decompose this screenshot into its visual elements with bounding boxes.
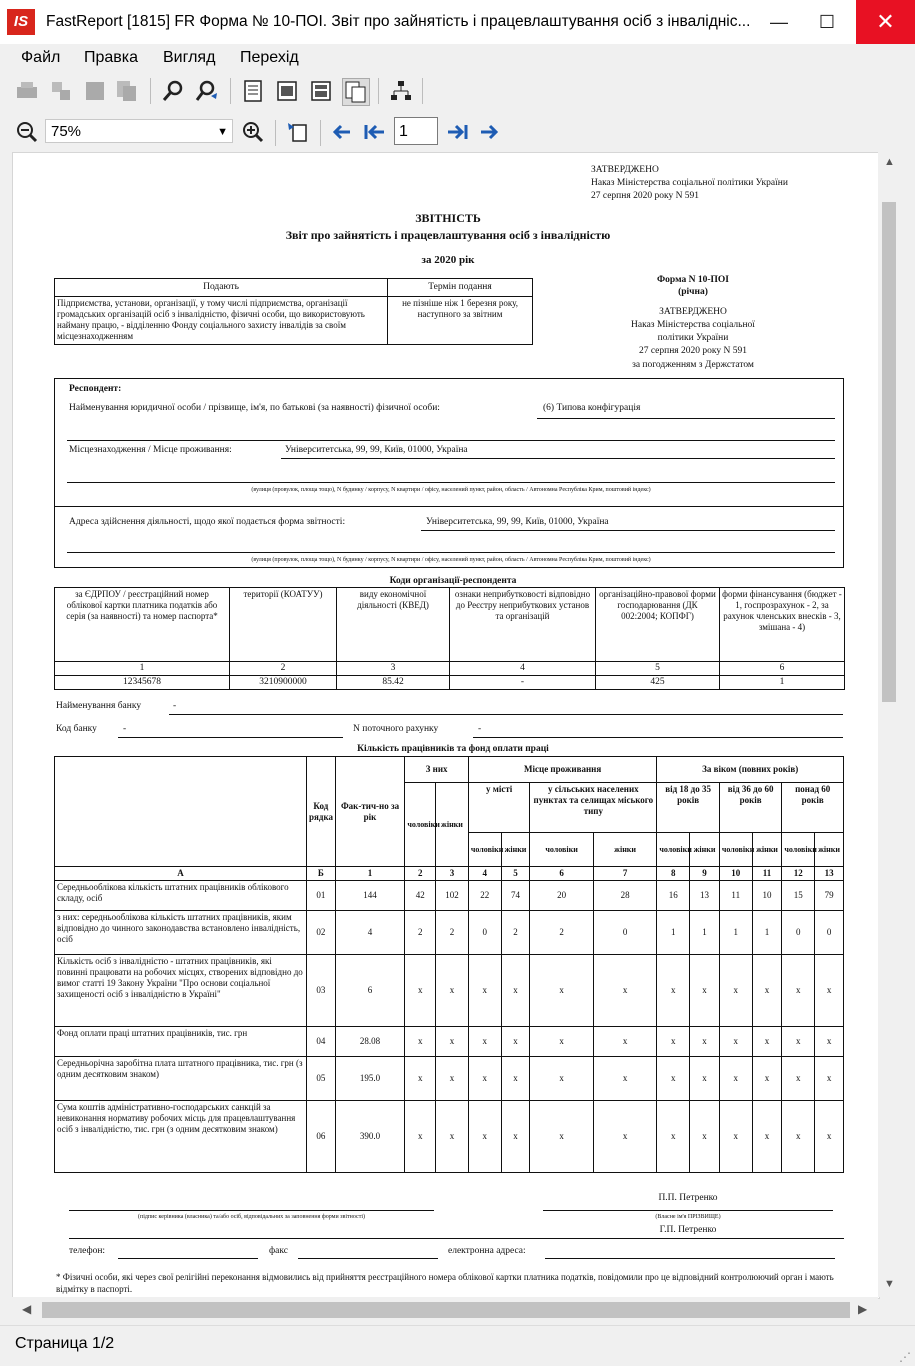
row-value: x	[752, 1101, 782, 1173]
age1-men-head: чоловіки	[657, 833, 690, 867]
name-label: Найменування юридичної особи / прізвище, ім'я, по батькові (за наявності) фізичної особи:	[69, 403, 440, 413]
approved2-line-3: політики України	[657, 333, 729, 343]
name-hint: (Власне ім'я ПРІЗВИЩЕ)	[655, 1214, 721, 1220]
approved2-line-2: Наказ Міністерства соціальної	[631, 320, 755, 330]
city-head: у місті	[468, 783, 529, 833]
bank-label: Найменування банку	[56, 701, 142, 711]
col-letter: 10	[719, 867, 752, 881]
column-letters-row	[55, 867, 844, 881]
signer-2: Г.П. Петренко	[659, 1225, 717, 1235]
codes-head-1: за ЄДРПОУ / реєстраційний номер облікової картки платника податків або серія (за наявності) та номер паспорта*	[55, 588, 230, 662]
vertical-scrollbar[interactable]	[878, 152, 900, 1297]
row-value: 6	[335, 955, 405, 1027]
row-value: x	[405, 1101, 436, 1173]
approved2-line-5: за погодженням з Держстатом	[632, 360, 754, 370]
last-page-icon[interactable]	[444, 119, 470, 145]
col-letter: Б	[307, 867, 336, 881]
report-title-2: Звіт про зайнятість і працевлаштування осіб з інвалідністю	[285, 228, 611, 242]
row-label: Сума коштів адміністративно-господарських санкцій за невиконання нормативу робочих місць для працевлаштування осіб з інвалідністю, тис. грн (з одним десятковим знаком)	[55, 1101, 307, 1173]
row-value: 28	[593, 881, 657, 911]
scroll-right-icon[interactable]: ▶	[858, 1302, 868, 1316]
page-width-icon[interactable]	[274, 78, 300, 104]
row-value: x	[468, 1027, 501, 1057]
approved2-line-1: ЗАТВЕРДЖЕНО	[659, 307, 727, 317]
page-status: Страница 1/2	[15, 1335, 115, 1352]
row-value: x	[782, 955, 815, 1027]
menu-view[interactable]: Вигляд	[163, 49, 216, 66]
activity-label: Адреса здійснення діяльності, щодо якої подається форма звітності:	[69, 517, 346, 527]
age3-head: понад 60 років	[782, 783, 844, 833]
residence-head: Місце проживання	[468, 757, 657, 783]
row-value: x	[719, 1101, 752, 1173]
codes-num-5: 5	[596, 662, 720, 676]
bank-value: -	[173, 701, 177, 711]
row-value: x	[657, 1057, 690, 1101]
row-value: x	[501, 955, 530, 1027]
codes-head-6: форми фінансування (бюджет - 1, госпрозрахунок - 2, за рахунок членських внесків - 3, змішана - 4)	[720, 588, 845, 662]
page-number-input[interactable]: 1	[394, 117, 438, 145]
next-page-icon[interactable]	[476, 119, 502, 145]
col-letter: 5	[501, 867, 530, 881]
row-value: x	[719, 955, 752, 1027]
codes-val-3: 85.42	[337, 676, 450, 690]
approved-line-2: Наказ Міністерства соціальної політики України	[591, 178, 788, 188]
row-value: x	[405, 955, 436, 1027]
phone-label: телефон:	[69, 1246, 106, 1256]
title-bar	[0, 0, 915, 45]
col-letter: 6	[530, 867, 594, 881]
row-value: 2	[405, 911, 436, 955]
menu-bar	[0, 44, 915, 72]
submitters-head: Подають	[55, 279, 388, 297]
row-value: x	[815, 1057, 844, 1101]
two-pages-icon[interactable]	[342, 78, 370, 106]
find-icon[interactable]	[160, 78, 186, 104]
deadline-text: не пізніше ніж 1 березня року, наступного за звітним	[388, 297, 533, 345]
row-code: 03	[307, 955, 336, 1027]
row-value: 4	[335, 911, 405, 955]
row-value: 1	[752, 911, 782, 955]
row-value: 11	[719, 881, 752, 911]
row-value: 13	[690, 881, 720, 911]
zoom-out-icon[interactable]	[14, 119, 40, 145]
row-value: x	[690, 1027, 720, 1057]
codes-val-6: 1	[720, 676, 845, 690]
row-value: 1	[719, 911, 752, 955]
form-period: (річна)	[678, 287, 708, 297]
row-value: x	[530, 1101, 594, 1173]
signature-hint: (підпис керівника (власника) та/або осіб, відповідальних за заповнення форми звітності)	[138, 1214, 365, 1220]
row-value: x	[752, 1057, 782, 1101]
row-value: x	[657, 955, 690, 1027]
codes-num-6: 6	[720, 662, 845, 676]
row-value: 102	[436, 881, 469, 911]
col-letter: 12	[782, 867, 815, 881]
row-code: 01	[307, 881, 336, 911]
row-label: Середньооблікова кількість штатних працівників облікового складу, осіб	[55, 881, 307, 911]
col-letter: 2	[405, 867, 436, 881]
deadline-head: Термін подання	[388, 279, 533, 297]
row-code: 05	[307, 1057, 336, 1101]
col-letter: 8	[657, 867, 690, 881]
codes-head-4: ознаки неприбутковості відповідно до Реєстру неприбуткових установ та організацій	[450, 588, 596, 662]
save-icon[interactable]	[82, 78, 108, 104]
row-value: x	[468, 955, 501, 1027]
form-name: Форма N 10-ПОІ	[657, 275, 729, 285]
status-bar	[0, 1325, 915, 1366]
label-head	[55, 757, 307, 867]
menu-edit[interactable]: Правка	[84, 49, 139, 66]
row-value: x	[405, 1057, 436, 1101]
row-value: x	[782, 1101, 815, 1173]
row-value: 2	[501, 911, 530, 955]
codes-val-4: -	[450, 676, 596, 690]
row-label: з них: середньооблікова кількість штатних працівників, яким відповідно до чинного законодавства встановлено інвалідність, осіб	[55, 911, 307, 955]
row-value: x	[690, 1101, 720, 1173]
age2-women-head: жінки	[752, 833, 782, 867]
code-head: Код рядка	[307, 757, 336, 867]
row-value: 390.0	[335, 1101, 405, 1173]
submitters-table	[54, 278, 533, 345]
table-row	[55, 1027, 844, 1057]
col-letter: 4	[468, 867, 501, 881]
app-logo-icon: IS	[7, 9, 35, 35]
col-letter: А	[55, 867, 307, 881]
village-women-head: жінки	[593, 833, 657, 867]
scroll-left-icon[interactable]: ◀	[22, 1302, 32, 1316]
account-label: N поточного рахунку	[353, 724, 439, 734]
horizontal-scroll-thumb[interactable]	[42, 1302, 850, 1318]
table-row	[55, 1057, 844, 1101]
export-icon[interactable]	[48, 78, 74, 104]
row-value: x	[593, 1027, 657, 1057]
signer-1: П.П. Петренко	[658, 1193, 718, 1203]
row-value: x	[815, 955, 844, 1027]
location-value: Університетська, 99, 99, Київ, 01000, Україна	[285, 445, 468, 455]
row-value: x	[468, 1057, 501, 1101]
menu-go[interactable]: Перехід	[240, 49, 299, 66]
row-value: 0	[468, 911, 501, 955]
row-value: x	[530, 955, 594, 1027]
row-code: 06	[307, 1101, 336, 1173]
row-value: x	[752, 955, 782, 1027]
row-value: x	[815, 1027, 844, 1057]
row-value: x	[657, 1027, 690, 1057]
print-icon[interactable]	[14, 78, 40, 104]
row-value: x	[436, 1101, 469, 1173]
age2-men-head: чоловіки	[719, 833, 752, 867]
table-row	[55, 911, 844, 955]
row-value: x	[436, 1057, 469, 1101]
page-setup-icon[interactable]	[285, 119, 311, 145]
age-head: За віком (повних років)	[657, 757, 844, 783]
row-value: x	[593, 1101, 657, 1173]
email-label: електронна адреса:	[448, 1246, 526, 1256]
village-head: у сільських населених пунктах та селищах міського типу	[530, 783, 657, 833]
col-letter: 11	[752, 867, 782, 881]
row-value: x	[501, 1101, 530, 1173]
account-value: -	[478, 724, 482, 734]
codes-title: Коди організації-респондента	[389, 576, 517, 586]
row-label: Середньорічна заробітна плата штатного працівника, тис. грн (з одним десятковим знаком)	[55, 1057, 307, 1101]
row-value: x	[752, 1027, 782, 1057]
codes-num-1: 1	[55, 662, 230, 676]
zoom-value: 75%	[51, 123, 82, 140]
codes-table	[54, 587, 845, 690]
row-value: x	[690, 955, 720, 1027]
approved-line-1: ЗАТВЕРДЖЕНО	[591, 165, 659, 175]
respondent-label: Респондент:	[69, 384, 122, 394]
zoom-in-icon[interactable]	[240, 119, 266, 145]
row-value: x	[593, 1057, 657, 1101]
city-women-head: жінки	[501, 833, 530, 867]
row-value: x	[719, 1027, 752, 1057]
row-value: 144	[335, 881, 405, 911]
report-year: за 2020 рік	[421, 254, 475, 266]
row-code: 04	[307, 1027, 336, 1057]
row-value: x	[657, 1101, 690, 1173]
row-value: 74	[501, 881, 530, 911]
row-value: x	[405, 1027, 436, 1057]
row-value: x	[593, 955, 657, 1027]
village-men-head: чоловіки	[530, 833, 594, 867]
codes-val-5: 425	[596, 676, 720, 690]
row-value: 42	[405, 881, 436, 911]
submitters-text: Підприємства, установи, організації, у тому числі підприємства, організації громадських організацій осіб з інвалідністю, фізичні особи, що використовують найману працю, - відділенню Фонду соціального захисту інвалідів за своїм місцезнаходженням	[55, 297, 388, 345]
window-title: FastReport [1815] FR Форма № 10-ПОІ. Звіт про зайнятість і працевлаштування осіб з інвалідніс...	[46, 13, 751, 30]
location-label: Місцезнаходження / Місце проживання:	[69, 445, 232, 455]
col-letter: 3	[436, 867, 469, 881]
col-letter: 9	[690, 867, 720, 881]
prev-page-icon[interactable]	[330, 119, 356, 145]
row-value: x	[501, 1057, 530, 1101]
codes-val-2: 3210900000	[230, 676, 337, 690]
table-row	[55, 955, 844, 1027]
table-row	[55, 881, 844, 911]
col-letter: 1	[335, 867, 405, 881]
scroll-down-icon[interactable]: ▼	[884, 1278, 895, 1290]
row-value: 2	[436, 911, 469, 955]
row-value: 15	[782, 881, 815, 911]
row-value: 10	[752, 881, 782, 911]
whole-page-icon[interactable]	[308, 78, 334, 104]
menu-file[interactable]: Файл	[21, 49, 61, 66]
navigation-toolbar	[0, 112, 915, 152]
table-row	[55, 1101, 844, 1173]
zoom-select[interactable]	[45, 119, 233, 143]
men-head: чоловіки	[405, 783, 436, 867]
chevron-down-icon: ▼	[217, 126, 228, 138]
row-value: x	[468, 1101, 501, 1173]
name-value: (6) Типова конфігурація	[543, 403, 641, 413]
report-preview-area[interactable]	[12, 152, 880, 1299]
row-value: 79	[815, 881, 844, 911]
age2-head: від 36 до 60 років	[719, 783, 781, 833]
row-code: 02	[307, 911, 336, 955]
row-value: x	[690, 1057, 720, 1101]
close-button[interactable]: ✕	[856, 0, 915, 44]
row-value: 1	[690, 911, 720, 955]
activity-value: Університетська, 99, 99, Київ, 01000, Україна	[426, 517, 609, 527]
horizontal-scrollbar[interactable]	[12, 1297, 878, 1323]
codes-num-3: 3	[337, 662, 450, 676]
city-men-head: чоловіки	[468, 833, 501, 867]
col-letter: 13	[815, 867, 844, 881]
row-value: 195.0	[335, 1057, 405, 1101]
approved-line-3: 27 серпня 2020 року N 591	[591, 191, 700, 201]
codes-head-2: території (КОАТУУ)	[230, 588, 337, 662]
codes-num-4: 4	[450, 662, 596, 676]
location-hint: (вулиця (провулок, площа тощо), N будинку / корпусу, N квартири / офісу, населений пункт, район, область / Автономна Республіка Крим, поштовий індекс)	[251, 487, 651, 493]
main-table-title: Кількість працівників та фонд оплати праці	[357, 744, 549, 754]
minimize-button[interactable]: —	[770, 12, 788, 32]
age3-women-head: жінки	[815, 833, 844, 867]
row-value: 20	[530, 881, 594, 911]
row-value: 0	[782, 911, 815, 955]
row-value: 2	[530, 911, 594, 955]
resize-grip-icon[interactable]: ⋰	[899, 1350, 911, 1364]
row-value: x	[815, 1101, 844, 1173]
outline-tree-icon[interactable]	[388, 78, 414, 104]
main-table	[54, 756, 844, 1173]
row-value: x	[719, 1057, 752, 1101]
row-value: x	[782, 1027, 815, 1057]
total-head: Фак-тич-но за рік	[335, 757, 405, 867]
age1-women-head: жінки	[690, 833, 720, 867]
footnote: * Фізичні особи, які через свої релігійні переконання відмовились від прийняття реєстраційного номера облікової картки платника податків, повідомили про це відповідний контролюючий орган і мають відмітку в паспорті.	[56, 1272, 834, 1294]
main-toolbar	[0, 72, 915, 110]
row-value: x	[436, 1027, 469, 1057]
row-value: x	[530, 1057, 594, 1101]
vertical-scroll-thumb[interactable]	[882, 202, 896, 702]
col-letter: 7	[593, 867, 657, 881]
codes-num-2: 2	[230, 662, 337, 676]
row-value: 1	[657, 911, 690, 955]
codes-head-5: організаційно-правової форми господарювання (ДК 002:2004; КОПФГ)	[596, 588, 720, 662]
row-value: x	[782, 1057, 815, 1101]
first-page-icon[interactable]	[362, 119, 388, 145]
page-view-icon[interactable]	[240, 78, 266, 104]
row-value: 0	[815, 911, 844, 955]
row-value: x	[530, 1027, 594, 1057]
age1-head: від 18 до 35 років	[657, 783, 719, 833]
bank-code-label: Код банку	[56, 724, 97, 734]
row-value: x	[501, 1027, 530, 1057]
row-value: 16	[657, 881, 690, 911]
approved2-line-4: 27 серпня 2020 року N 591	[638, 346, 748, 356]
row-label: Кількість осіб з інвалідністю - штатних працівників, які повинні працювати на робочих місцях, створених відповідно до вимог статті 19 Закону України "Про основи соціальної захищеності осіб з інвалідністю в Україні"	[55, 955, 307, 1027]
scroll-up-icon[interactable]: ▲	[884, 156, 895, 168]
row-value: 28.08	[335, 1027, 405, 1057]
row-value: 22	[468, 881, 501, 911]
women-head: жінки	[436, 783, 469, 867]
fax-label: факс	[269, 1246, 288, 1256]
copy-icon[interactable]	[114, 78, 140, 104]
bank-code-value: -	[123, 724, 127, 734]
of-them-head: З них	[405, 757, 469, 783]
find-next-icon[interactable]	[194, 78, 220, 104]
activity-hint: (вулиця (провулок, площа тощо), N будинку / корпусу, N квартири / офісу, населений пункт, район, область / Автономна Республіка Крим, поштовий індекс)	[251, 557, 651, 563]
report-title-1: ЗВІТНІСТЬ	[415, 211, 481, 225]
row-value: x	[436, 955, 469, 1027]
maximize-button[interactable]: ☐	[818, 12, 836, 32]
row-value: 0	[593, 911, 657, 955]
age3-men-head: чоловіки	[782, 833, 815, 867]
codes-val-1: 12345678	[55, 676, 230, 690]
codes-head-3: виду економічної діяльності (КВЕД)	[337, 588, 450, 662]
row-label: Фонд оплати праці штатних працівників, тис. грн	[55, 1027, 307, 1057]
